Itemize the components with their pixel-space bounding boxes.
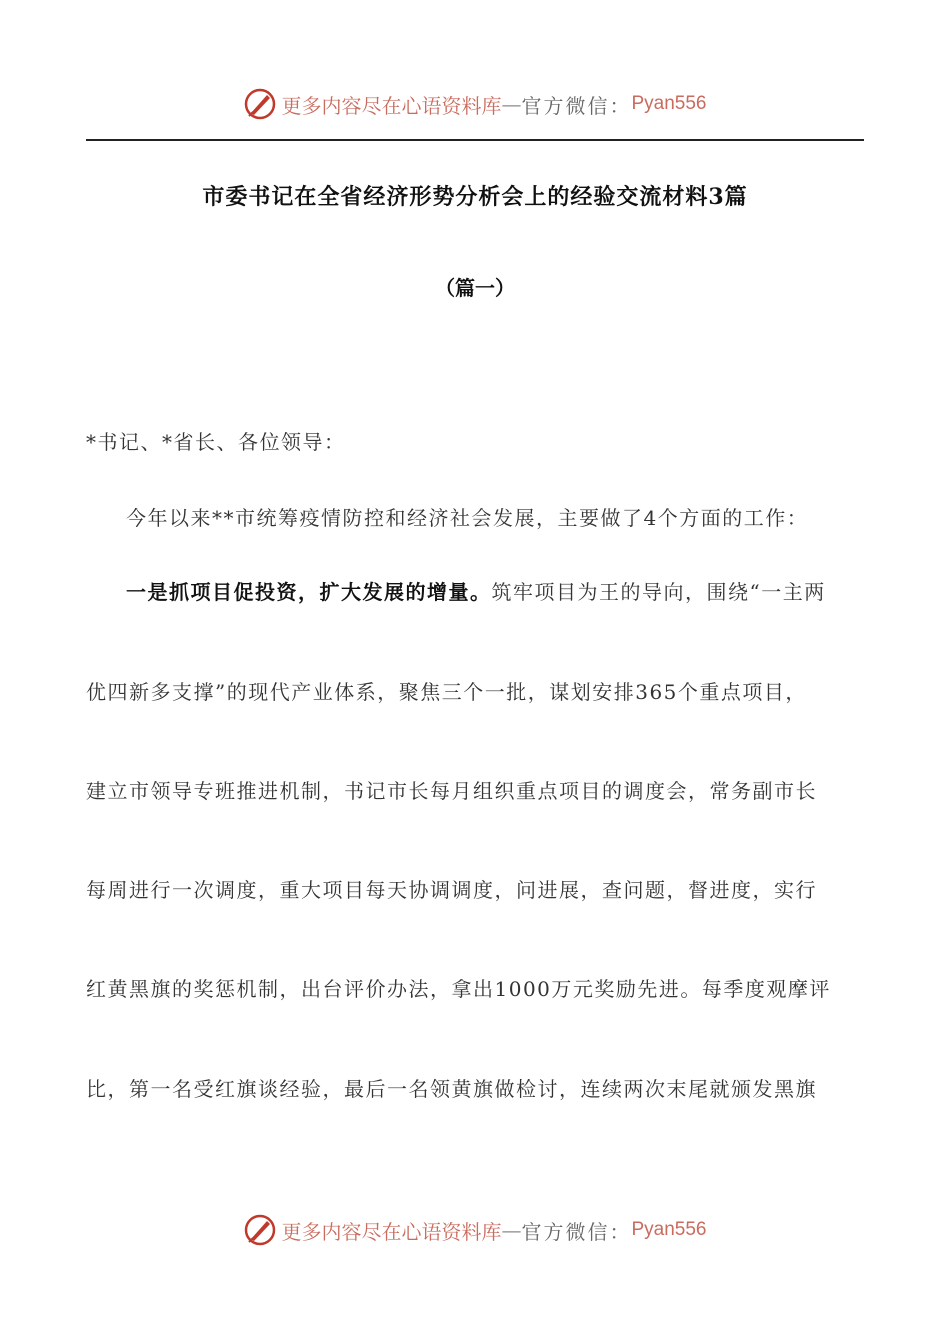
wechat-id: Pyan556	[631, 1219, 707, 1240]
footer-banner	[0, 1210, 950, 1250]
salutation: *书记、*省长、各位领导：	[86, 430, 346, 454]
point1-heading: 一是抓项目促投资，扩大发展的增量。	[126, 580, 492, 604]
quill-logo-icon	[243, 1213, 277, 1247]
body-line: 红黄黑旗的奖惩机制，出台评价办法，拿出1000万元奖励先进。每季度观摩评	[86, 977, 831, 1001]
site-name: 更多内容尽在心语资料库	[281, 1219, 502, 1244]
banner-separator: —	[501, 1218, 522, 1242]
body-line: 优四新多支撑”的现代产业体系，聚焦三个一批，谋划安排365个重点项目，	[86, 680, 807, 704]
header-banner	[0, 84, 950, 124]
body-line: 建立市领导专班推进机制，书记市长每月组织重点项目的调度会，常务副市长	[86, 779, 817, 803]
point1-first-line	[86, 576, 916, 605]
header-divider	[86, 139, 864, 141]
body-line: 每周进行一次调度，重大项目每天协调调度，问进展，查问题，督进度，实行	[86, 878, 817, 902]
section-subtitle: （篇一）	[435, 276, 515, 300]
wechat-label: 官方微信：	[521, 93, 632, 118]
body-line: 比，第一名受红旗谈经验，最后一名领黄旗做检讨，连续两次末尾就颁发黑旗	[86, 1077, 817, 1101]
wechat-label: 官方微信：	[521, 1219, 632, 1244]
document-title: 市委书记在全省经济形势分析会上的经验交流材料3篇	[202, 184, 748, 210]
quill-logo-icon	[243, 87, 277, 121]
intro-paragraph: 今年以来**市统筹疫情防控和经济社会发展，主要做了4个方面的工作：	[126, 506, 809, 530]
banner-separator: —	[501, 92, 522, 116]
site-name: 更多内容尽在心语资料库	[281, 93, 502, 118]
point1-text: 筑牢项目为王的导向，围绕“一主两	[491, 580, 826, 604]
wechat-id: Pyan556	[631, 93, 707, 114]
